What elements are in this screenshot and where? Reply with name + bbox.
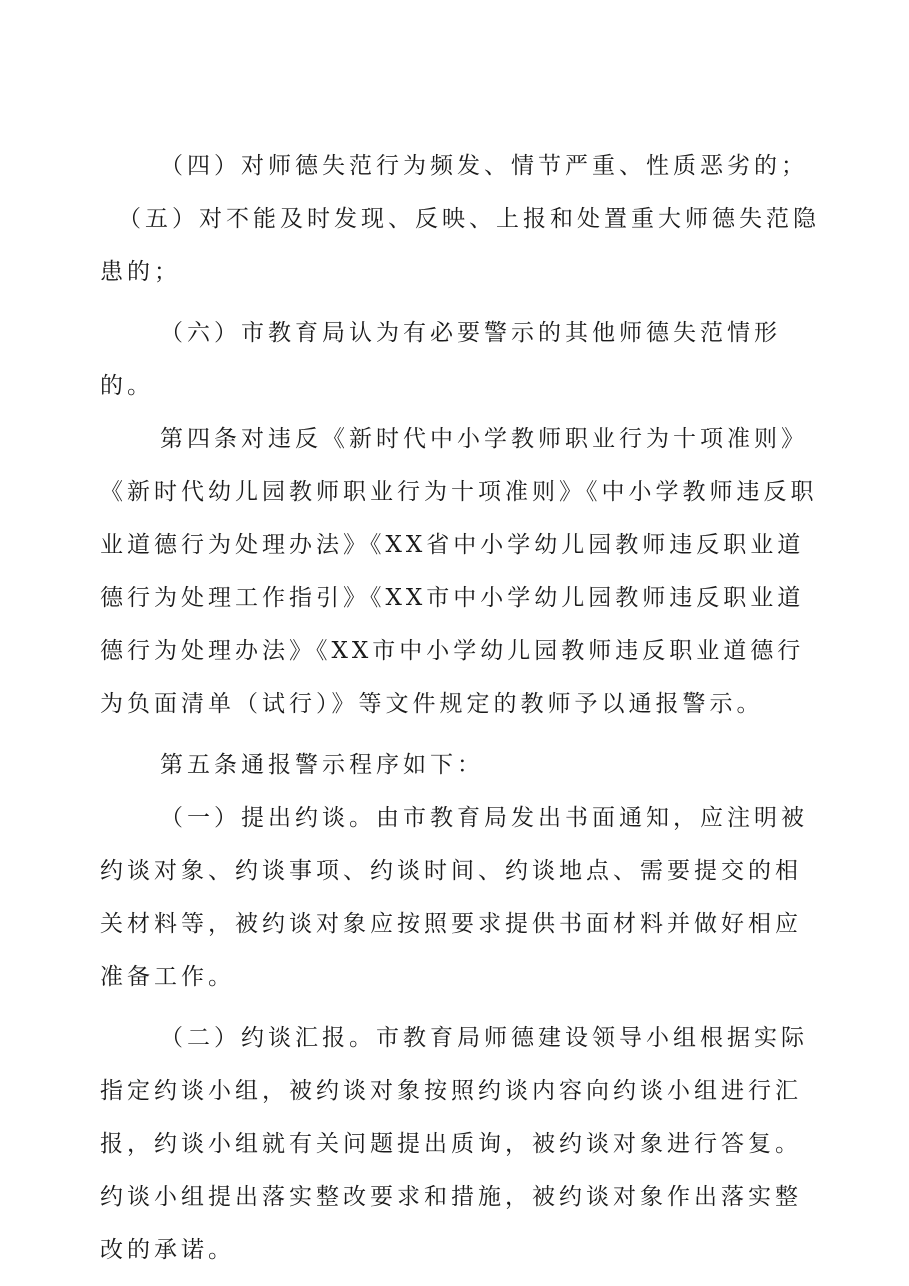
document-body	[100, 140, 820, 1277]
paragraph-article-4: 第四条对违反《新时代中小学教师职业行为十项准则》《新时代幼儿园教师职业行为十项准则》《中小学教师违反职业道德行为处理办法》《XX省中小学幼儿园教师违反职业道德行为处理工作指引》《XX市中小学幼儿园教师违反职业道德行为处理办法》《XX市中小学幼儿园教师违反职业道德行为负面清单（试行）》等文件规定的教师予以通报警示。	[100, 426, 818, 717]
paragraph-item-5: （五）对不能及时发现、反映、上报和处置重大师德失范隐患的；	[100, 206, 820, 285]
paragraph-step-1: （一）提出约谈。由市教育局发出书面通知，应注明被约谈对象、约谈事项、约谈时间、约谈地点、需要提交的相关材料等，被约谈对象应按照要求提供书面材料并做好相应准备工作。	[100, 805, 808, 990]
paragraph-item-4: （四）对师德失范行为频发、情节严重、性质恶劣的；	[160, 153, 808, 179]
paragraph-step-2: （二）约谈汇报。市教育局师德建设领导小组根据实际指定约谈小组，被约谈对象按照约谈内容向约谈小组进行汇报，约谈小组就有关问题提出质询，被约谈对象进行答复。约谈小组提出落实整改要求和措施，被约谈对象作出落实整改的承诺。	[100, 1025, 808, 1263]
paragraph-article-5: 第五条通报警示程序如下：	[160, 752, 484, 778]
paragraph-item-6: （六）市教育局认为有必要警示的其他师德失范情形的。	[100, 320, 781, 399]
